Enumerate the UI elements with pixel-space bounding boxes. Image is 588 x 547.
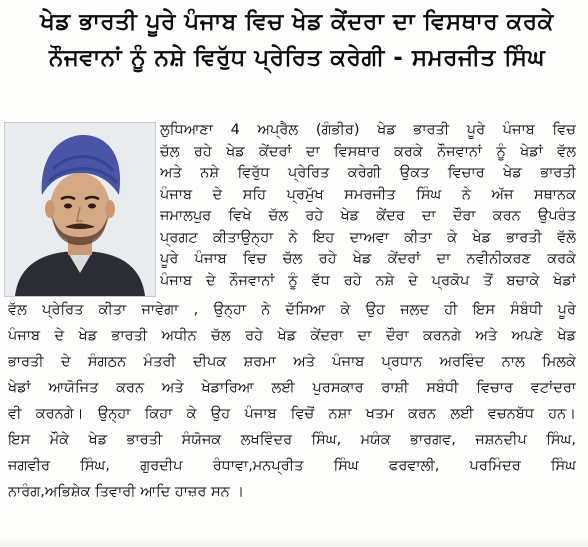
body-line-13: ਵੀ ਕਰਨਗੇ। ਉਨ੍ਹਾ ਕਿਹਾ ਕੇ ਉਹ ਪੰਜਾਬ ਵਿਚੋਂ ਨਸ਼ਾ ਖਤਮ ਕਰਨ ਲਈ ਵਚਨਬੱਧ ਹਨ। (8, 406, 576, 422)
body-line-14: ਇਸ ਮੌਕੇ ਖੇਡ ਭਾਰਤੀ ਸੰਯੋਜਕ ਲਖਵਿੰਦਰ ਸਿੰਘ, ਮਯੰਕ ਭਾਰਗਵ, ਜਸ਼ਨਦੀਪ ਸਿੰਘ, (8, 432, 576, 448)
body-line-7: ਪੂਰੇ ਪੰਜਾਬ ਵਿਚ ਚੱਲ ਰਹੇ ਖੇਡ ਕੇਂਦਰਾਂ ਦਾ ਨਵੀਨੀਕਰਣ ਕਰਕੇ (160, 251, 576, 267)
body-line-6: ਪ੍ਰਗਟ ਕੀਤਾਉਨ੍ਹਾ ਨੇ ਇਹ ਦਾਅਵਾ ਕੀਤਾ ਕੇ ਖੇਡ ਭਾਰਤੀ ਵੱਲੋ (160, 229, 576, 246)
body-line-16: ਨਾਰੰਗ,ਅਭਿਸ਼ੇਕ ਤਿਵਾਰੀ ਆਦਿ ਹਾਜ਼ਰ ਸਨ । (8, 484, 245, 500)
body-line-4: ਪੰਜਾਬ ਦੇ ਸਹਿ ਪ੍ਰਮੁੱਖ ਸਮਰਜੀਤ ਸਿੰਘ ਨੇ ਅੱਜ ਸਥਾਨਕ (160, 186, 576, 203)
portrait-photo (4, 122, 156, 297)
body-line-8: ਪੰਜਾਬ ਦੇ ਨੌਜਵਾਨਾਂ ਨੂੰ ਵੱਧ ਰਹੇ ਨਸ਼ੇ ਦੇ ਪ੍ਰਕੋਪ ਤੋਂ ਬਚਾਕੇ ਖੇਡਾਂ (160, 272, 576, 289)
portrait-illustration (5, 123, 155, 296)
body-line-3: ਅਤੇ ਨਸ਼ੇ ਵਿਰੁੱਧ ਪ੍ਰੇਰਿਤ ਕਰੇਗੀ ਉਕਤ ਵਿਚਾਰ ਖੇਡ ਭਾਰਤੀ (160, 165, 576, 181)
body-line-12: ਖੇਡਾਂ ਆਯੋਜਿਤ ਕਰਨ ਅਤੇ ਖੇਡਾਰਿਆ ਲਈ ਪੁਰਸਕਾਰ ਰਾਸ਼ੀ ਸਬੰਧੀ ਵਿਚਾਰ ਵਟਾਂਦਰਾ (8, 380, 576, 396)
body-line-15: ਜਗਵੀਰ ਸਿੰਘ, ਗੁਰਦੀਪ ਰੰਧਾਵਾ,ਮਨਪ੍ਰੀਤ ਸਿੰਘ ਫਰਵਾਲੀ, ਪਰਮਿੰਦਰ ਸਿੰਘ (8, 458, 576, 474)
body-line-10: ਪੰਜਾਬ ਦੇ ਖੇਡ ਭਾਰਤੀ ਅਧੀਨ ਚੱਲ ਰਹੇ ਖੇਡ ਕੇਂਦਰਾ ਦਾ ਦੌਰਾ ਕਰਨਗੇ ਅਤੇ ਅਪਣੇ ਖੇਡ (8, 328, 576, 344)
body-line-5: ਜਮਾਲਪੁਰ ਵਿਖੇ ਚੱਲ ਰਹੇ ਖੇਡ ਕੇਂਦਰ ਦਾ ਦੌਰਾ ਕਰਨ ਉਪਰੰਤ (160, 208, 576, 224)
body-line-1: ਲੁਧਿਆਣਾ 4 ਅਪ੍ਰੈਲ (ਗੰਭੀਰ) ਖੇਡ ਭਾਰਤੀ ਪੂਰੇ ਪੰਜਾਬ ਵਿਚ (160, 122, 576, 138)
headline-line-1: ਖੇਡ ਭਾਰਤੀ ਪੂਰੇ ਪੰਜਾਬ ਵਿਚ ਖੇਡ ਕੇਂਦਰਾ ਦਾ ਵਿਸਥਾਰ ਕਰਕੇ (40, 9, 554, 35)
body-line-9: ਵੱਲ ਪ੍ਰੇਰਿਤ ਕੀਤਾ ਜਾਵੇਗਾ , ਉਨ੍ਹਾ ਨੇ ਦੱਸਿਆ ਕੇ ਉਹ ਜਲਦ ਹੀ ਇਸ ਸੰਬੰਧੀ ਪੂਰੇ (8, 302, 576, 318)
body-line-2: ਚੱਲ ਰਹੇ ਖੇਡ ਕੇਂਦਰਾਂ ਦਾ ਵਿਸਥਾਰ ਕਰਕੇ ਨੌਜਵਾਨਾਂ ਨੂੰ ਖੇਡਾਂ ਵੱਲ (160, 143, 576, 160)
headline-line-2: ਨੌਜਵਾਨਾਂ ਨੂੰ ਨਸ਼ੇ ਵਿਰੁੱਧ ਪ੍ਰੇਰਿਤ ਕਰੇਗੀ - ਸਮਰਜੀਤ ਸਿੰਘ (48, 45, 546, 71)
scan-edge (0, 537, 588, 547)
body-line-11: ਭਾਰਤੀ ਦੇ ਸੰਗਠਨ ਮੰਤਰੀ ਦੀਪਕ ਸ਼ਰਮਾ ਅਤੇ ਪੰਜਾਬ ਪ੍ਰਧਾਨ ਅਰਵਿੰਦ ਨਾਲ ਮਿਲਕੇ (8, 354, 576, 370)
